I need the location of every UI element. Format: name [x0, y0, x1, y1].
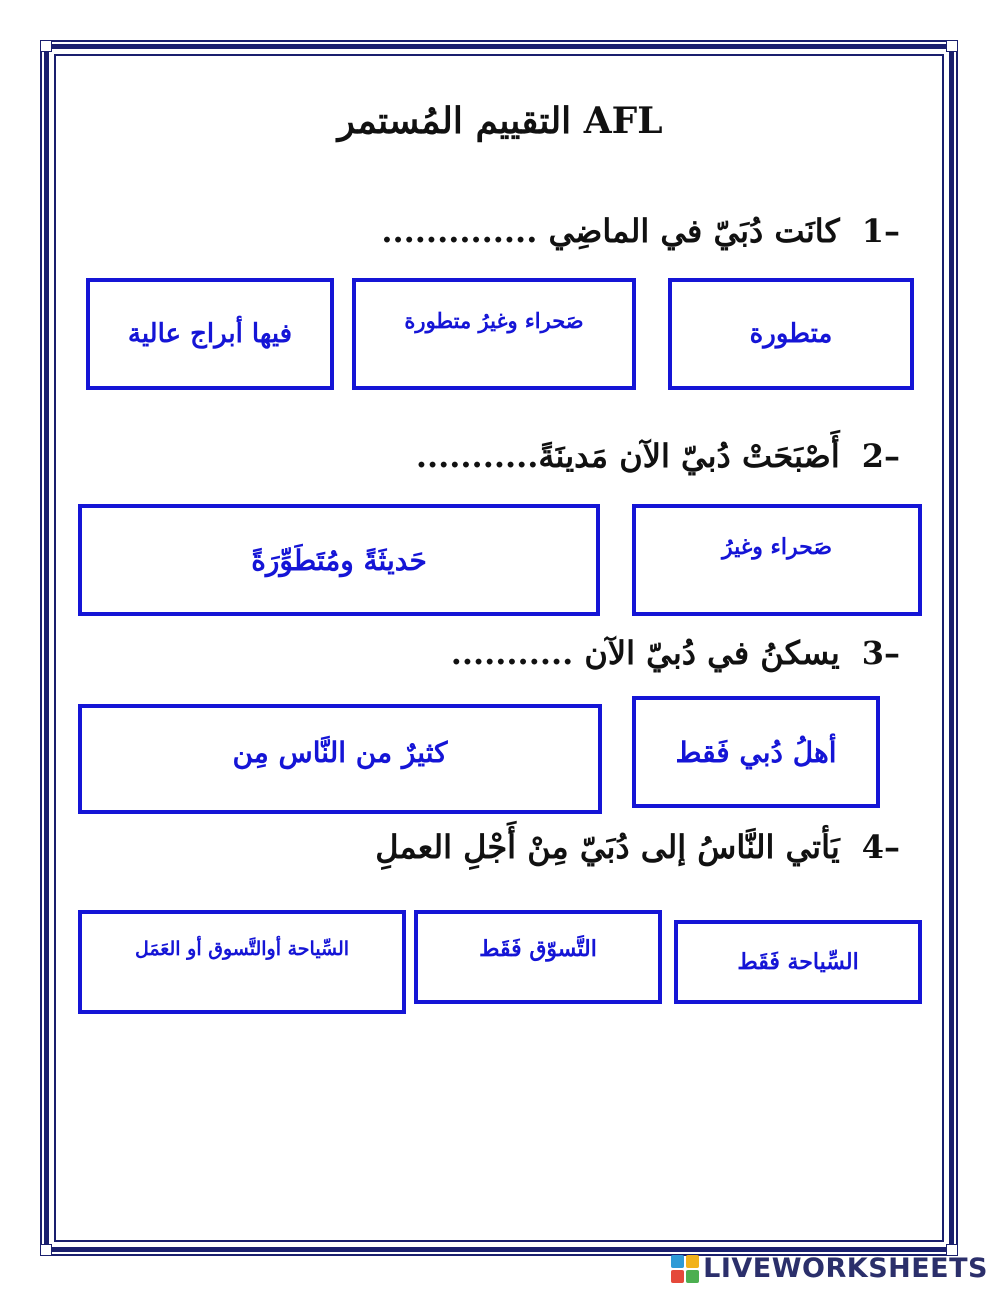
border-corner-bottom-left — [40, 1244, 52, 1256]
question-4 — [100, 828, 900, 866]
liveworksheets-wordmark: LIVEWORKSHEETS — [703, 1253, 988, 1284]
answer-option-q1-towers[interactable]: فيها أبراج عالية — [86, 278, 334, 390]
answer-option-q2-modern[interactable]: حَديثَةً ومُتَطَوِّرَةً — [78, 504, 600, 616]
question-1 — [100, 212, 900, 250]
answer-option-q1-developed[interactable]: متطورة — [668, 278, 914, 390]
question-number: 1– — [861, 212, 900, 250]
question-text: يسكنُ في دُبيّ الآن ........... — [450, 634, 840, 672]
page-title: التقييم المُستمر AFL — [337, 100, 663, 142]
question-number: 4– — [861, 828, 900, 866]
liveworksheets-logo-icon — [671, 1255, 699, 1283]
answer-option-q4-all[interactable]: السِّياحة أوالتَّسوق أو العَمَل — [78, 910, 406, 1014]
question-text: كانَت دُبَيّ في الماضِي .............. — [381, 212, 840, 250]
answer-option-q4-shopping[interactable]: التَّسوّق فَقَط — [414, 910, 662, 1004]
answer-option-q3-locals-only[interactable]: أهلُ دُبي فَقط — [632, 696, 880, 808]
liveworksheets-watermark — [671, 1253, 988, 1284]
question-3 — [100, 634, 900, 672]
answer-option-q4-tourism[interactable]: السِّياحة فَقَط — [674, 920, 922, 1004]
question-text: يَأتي النَّاسُ إلى دُبَيّ مِنْ أَجْلِ العملِ — [375, 828, 840, 866]
answer-option-q1-desert[interactable]: صَحراء وغيرُ متطورة — [352, 278, 636, 390]
question-number: 2– — [861, 437, 900, 475]
answer-option-q3-many-people[interactable]: كثيرٌ من النَّاس مِن — [78, 704, 602, 814]
border-corner-top-left — [40, 40, 52, 52]
question-text: أَصْبَحَتْ دُبيّ الآن مَدينَةً........... — [415, 437, 840, 475]
answer-option-q2-desert[interactable]: صَحراء وغيرُ — [632, 504, 922, 616]
border-corner-top-right — [946, 40, 958, 52]
question-2 — [100, 437, 900, 475]
question-number: 3– — [861, 634, 900, 672]
